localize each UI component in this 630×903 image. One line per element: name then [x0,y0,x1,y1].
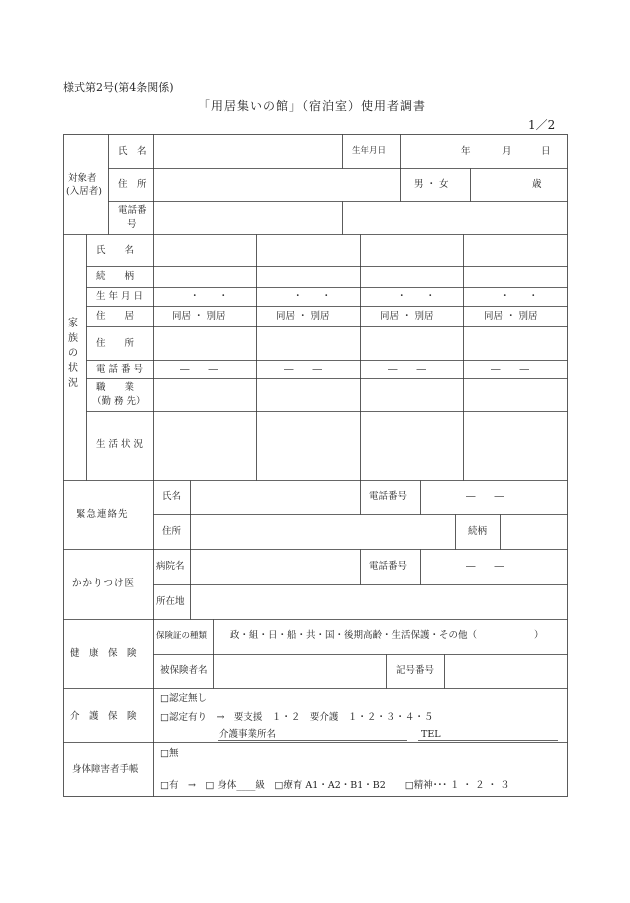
emergency-name-label: 氏名 [162,491,182,502]
family-phone-dashes: ― ― [180,364,219,375]
care-certified: □認定有り → 要支援 １・２ 要介護 １・２・３・４・５ [160,712,434,723]
family-address-label: 住 所 [96,338,135,349]
doctor-phone-label: 電話番号 [369,561,408,572]
emergency-address-label: 住所 [162,526,182,537]
subject-dob-month: 月 [502,146,512,157]
doctor-hospital-label: 病院名 [156,561,185,572]
family-section-label: 家族の状況 [68,318,78,389]
form-number: 様式第2号(第4条関係) [63,81,174,94]
insurance-insured-label: 被保険者名 [160,665,208,676]
subject-age-unit: 歳 [532,179,542,190]
care-section-label: 介 護 保 険 [70,711,137,722]
page-indicator: 1／2 [528,118,556,132]
family-phone-dashes: ― ― [491,364,530,375]
family-occupation-label-sub: （勤 務 先） [92,396,146,407]
disability-has-option: □有 → □ 身体____級 □療育 A1・A2・B1・B2 □精神･･･ １ ・ ２ ・ ３ [160,780,510,791]
form-title: 「用居集いの館」（宿泊室）使用者調書 [198,99,427,113]
family-dob-dots: ・ ・ [293,291,332,302]
disability-section-label: 身体障害者手帳 [72,764,139,775]
doctor-section-label: かかりつけ医 [72,578,136,589]
emergency-phone-dashes: ― ― [466,491,505,502]
insurance-card-type-label: 保険証の種類 [156,631,208,641]
subject-dob-year: 年 [461,146,471,157]
family-occupation-label: 職 業 [96,382,135,393]
subject-dob-label: 生年月日 [352,146,387,156]
insurance-symbol-label: 記号番号 [396,665,435,676]
subject-sex-options: 男 ・ 女 [414,179,449,190]
family-dob-dots: ・ ・ [500,291,539,302]
family-residence-options: 同居 ・ 別居 [276,311,330,322]
doctor-phone-dashes: ― ― [466,561,505,572]
subject-phone-label-sub: 号 [127,219,137,230]
family-phone-dashes: ― ― [284,364,323,375]
family-phone-label: 電 話 番 号 [96,364,144,375]
family-residence-label: 住 居 [96,311,135,322]
family-relation-label: 続 柄 [96,271,135,282]
care-office-label: 介護事業所名 [219,729,277,740]
subject-name-label: 氏 名 [118,146,147,157]
doctor-location-label: 所在地 [156,596,185,607]
emergency-phone-label: 電話番号 [369,491,408,502]
care-not-certified: □認定無し [160,693,207,704]
family-dob-dots: ・ ・ [397,291,436,302]
disability-none-option: □無 [160,748,179,759]
subject-dob-day: 日 [541,146,551,157]
subject-section-label: 対象者 [68,173,97,184]
emergency-relation-label: 続柄 [468,526,488,537]
care-tel-label: TEL [421,729,441,740]
family-dob-label: 生 年 月 日 [96,291,144,302]
family-name-label: 氏 名 [96,245,135,256]
family-residence-options: 同居 ・ 別居 [172,311,226,322]
family-phone-dashes: ― ― [388,364,427,375]
family-residence-options: 同居 ・ 別居 [484,311,538,322]
subject-phone-label: 電話番 [118,205,147,216]
subject-section-label-sub: (入居者) [66,186,102,197]
family-living-label: 生 活 状 況 [96,439,144,450]
insurance-card-type-options: 政・組・日・船・共・国・後期高齢・生活保護・その他（ ） [230,630,544,641]
family-residence-options: 同居 ・ 別居 [380,311,434,322]
insurance-section-label: 健 康 保 険 [70,648,137,659]
emergency-section-label: 緊急連絡先 [76,509,129,520]
family-dob-dots: ・ ・ [190,291,229,302]
subject-address-label: 住 所 [118,179,147,190]
